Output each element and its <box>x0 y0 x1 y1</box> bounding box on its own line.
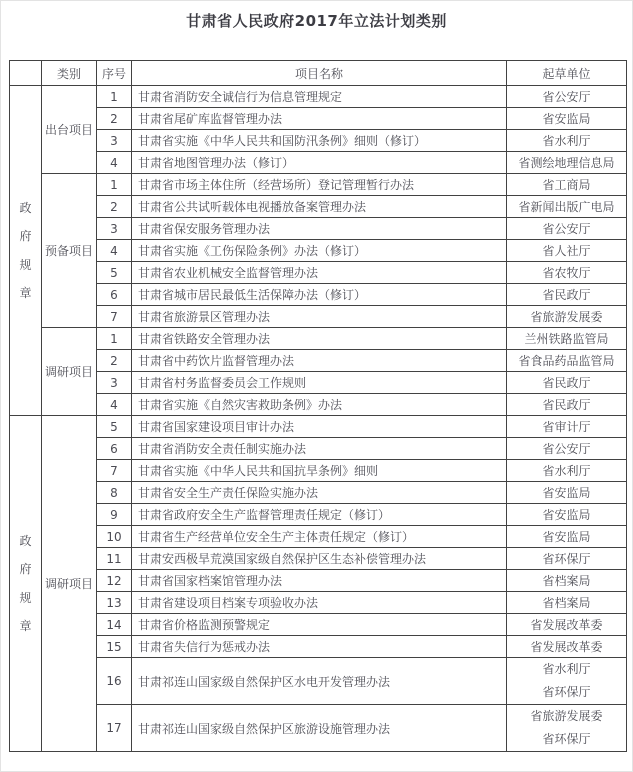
row-number-cell: 2 <box>97 108 132 130</box>
group-vertical-char: 政 <box>19 534 32 549</box>
agency-cell: 省新闻出版广电局 <box>507 196 627 218</box>
project-name-cell: 甘肃省建设项目档案专项验收办法 <box>132 592 507 614</box>
project-name-cell: 甘肃省失信行为惩戒办法 <box>132 636 507 658</box>
agency-line: 省水利厅 <box>542 662 591 677</box>
project-name-cell: 甘肃省尾矿库监督管理办法 <box>132 108 507 130</box>
table-row <box>10 152 627 174</box>
row-number-cell: 3 <box>97 218 132 240</box>
agency-cell: 省发展改革委 <box>507 636 627 658</box>
table-row <box>10 504 627 526</box>
group-vertical-char: 规 <box>19 590 32 605</box>
row-number-cell: 17 <box>97 705 132 752</box>
row-number-cell: 14 <box>97 614 132 636</box>
row-number-cell: 1 <box>97 328 132 350</box>
agency-cell: 省环保厅 <box>507 548 627 570</box>
project-name-cell: 甘肃省农业机械安全监督管理办法 <box>132 262 507 284</box>
table-row <box>10 438 627 460</box>
row-number-cell: 15 <box>97 636 132 658</box>
project-name-cell: 甘肃省公共试听载体电视播放备案管理办法 <box>132 196 507 218</box>
page-title: 甘肃省人民政府2017年立法计划类别 <box>186 12 447 30</box>
project-name-cell: 甘肃省生产经营单位安全生产主体责任规定（修订） <box>132 526 507 548</box>
row-number-cell: 1 <box>97 174 132 196</box>
table-row <box>10 592 627 614</box>
table-row <box>10 130 627 152</box>
agency-cell: 省农牧厅 <box>507 262 627 284</box>
agency-cell: 省旅游发展委 <box>507 306 627 328</box>
category-cell: 调研项目 <box>42 416 97 752</box>
legislation-plan-table <box>9 60 627 752</box>
header-agency: 起草单位 <box>507 61 627 86</box>
agency-cell: 省公安厅 <box>507 218 627 240</box>
row-number-cell: 13 <box>97 592 132 614</box>
table-row <box>10 240 627 262</box>
project-name-cell: 甘肃祁连山国家级自然保护区旅游设施管理办法 <box>132 705 507 752</box>
row-number-cell: 4 <box>97 240 132 262</box>
project-name-cell: 甘肃省地图管理办法（修订） <box>132 152 507 174</box>
row-number-cell: 2 <box>97 350 132 372</box>
agency-cell: 省人社厅 <box>507 240 627 262</box>
agency-cell: 省安监局 <box>507 482 627 504</box>
agency-cell <box>507 705 627 752</box>
agency-cell: 省民政厅 <box>507 394 627 416</box>
project-name-cell: 甘肃省实施《自然灾害救助条例》办法 <box>132 394 507 416</box>
table-row <box>10 658 627 705</box>
table-row <box>10 394 627 416</box>
agency-line: 省旅游发展委 <box>530 709 603 724</box>
row-number-cell: 8 <box>97 482 132 504</box>
group-vertical-char: 章 <box>19 618 32 633</box>
table-row <box>10 548 627 570</box>
row-number-cell: 7 <box>97 460 132 482</box>
category-cell: 预备项目 <box>42 174 97 328</box>
header-no: 序号 <box>97 61 132 86</box>
table-body <box>10 86 627 752</box>
agency-cell <box>507 658 627 705</box>
agency-cell: 省发展改革委 <box>507 614 627 636</box>
table-row <box>10 328 627 350</box>
project-name-cell: 甘肃安西极旱荒漠国家级自然保护区生态补偿管理办法 <box>132 548 507 570</box>
header-row <box>10 61 627 86</box>
agency-cell: 省公安厅 <box>507 438 627 460</box>
agency-cell: 省民政厅 <box>507 284 627 306</box>
project-name-cell: 甘肃省消防安全责任制实施办法 <box>132 438 507 460</box>
project-name-cell: 甘肃省保安服务管理办法 <box>132 218 507 240</box>
group-vertical-char: 章 <box>19 285 32 300</box>
category-cell: 调研项目 <box>42 328 97 416</box>
row-number-cell: 5 <box>97 416 132 438</box>
row-number-cell: 1 <box>97 86 132 108</box>
group-vertical-char: 规 <box>19 257 32 272</box>
project-name-cell: 甘肃省村务监督委员会工作规则 <box>132 372 507 394</box>
agency-cell: 省民政厅 <box>507 372 627 394</box>
row-number-cell: 9 <box>97 504 132 526</box>
table-row <box>10 262 627 284</box>
table-row <box>10 460 627 482</box>
table-row <box>10 705 627 752</box>
project-name-cell: 甘肃省政府安全生产监督管理责任规定（修订） <box>132 504 507 526</box>
category-cell: 出台项目 <box>42 86 97 174</box>
table-row <box>10 482 627 504</box>
project-name-cell: 甘肃省消防安全诚信行为信息管理规定 <box>132 86 507 108</box>
agency-cell: 省水利厅 <box>507 130 627 152</box>
table-row <box>10 614 627 636</box>
row-number-cell: 12 <box>97 570 132 592</box>
group-vertical-char: 府 <box>19 562 32 577</box>
project-name-cell: 甘肃省城市居民最低生活保障办法（修订） <box>132 284 507 306</box>
table-row <box>10 372 627 394</box>
project-name-cell: 甘肃省安全生产责任保险实施办法 <box>132 482 507 504</box>
table-row <box>10 196 627 218</box>
agency-cell: 省测绘地理信息局 <box>507 152 627 174</box>
row-number-cell: 4 <box>97 152 132 174</box>
table-row <box>10 306 627 328</box>
agency-cell: 兰州铁路监管局 <box>507 328 627 350</box>
agency-cell: 省安监局 <box>507 504 627 526</box>
header-category: 类别 <box>42 61 97 86</box>
group-cell <box>10 86 42 416</box>
row-number-cell: 10 <box>97 526 132 548</box>
project-name-cell: 甘肃祁连山国家级自然保护区水电开发管理办法 <box>132 658 507 705</box>
row-number-cell: 6 <box>97 284 132 306</box>
project-name-cell: 甘肃省旅游景区管理办法 <box>132 306 507 328</box>
agency-line: 省环保厅 <box>542 685 591 699</box>
project-name-cell: 甘肃省实施《工伤保险条例》办法（修订） <box>132 240 507 262</box>
table-row <box>10 218 627 240</box>
agency-cell: 省安监局 <box>507 108 627 130</box>
row-number-cell: 2 <box>97 196 132 218</box>
row-number-cell: 3 <box>97 372 132 394</box>
group-vertical-char: 政 <box>19 201 32 216</box>
agency-cell: 省食品药品监管局 <box>507 350 627 372</box>
row-number-cell: 7 <box>97 306 132 328</box>
agency-cell: 省档案局 <box>507 570 627 592</box>
project-name-cell: 甘肃省实施《中华人民共和国防汛条例》细则（修订） <box>132 130 507 152</box>
project-name-cell: 甘肃省市场主体住所（经营场所）登记管理暂行办法 <box>132 174 507 196</box>
agency-cell: 省审计厅 <box>507 416 627 438</box>
table-row <box>10 284 627 306</box>
row-number-cell: 16 <box>97 658 132 705</box>
group-cell <box>10 416 42 752</box>
table-row <box>10 174 627 196</box>
agency-cell: 省工商局 <box>507 174 627 196</box>
project-name-cell: 甘肃省铁路安全管理办法 <box>132 328 507 350</box>
project-name-cell: 甘肃省实施《中华人民共和国抗旱条例》细则 <box>132 460 507 482</box>
table-row <box>10 570 627 592</box>
agency-cell: 省水利厅 <box>507 460 627 482</box>
header-group <box>10 61 42 86</box>
group-vertical-char: 府 <box>19 229 32 244</box>
row-number-cell: 6 <box>97 438 132 460</box>
header-name: 项目名称 <box>132 61 507 86</box>
agency-cell: 省公安厅 <box>507 86 627 108</box>
project-name-cell: 甘肃省国家建设项目审计办法 <box>132 416 507 438</box>
project-name-cell: 甘肃省中药饮片监督管理办法 <box>132 350 507 372</box>
table-row <box>10 86 627 108</box>
table-row <box>10 636 627 658</box>
table-row <box>10 350 627 372</box>
row-number-cell: 3 <box>97 130 132 152</box>
project-name-cell: 甘肃省价格监测预警规定 <box>132 614 507 636</box>
row-number-cell: 11 <box>97 548 132 570</box>
agency-cell: 省安监局 <box>507 526 627 548</box>
row-number-cell: 5 <box>97 262 132 284</box>
table-row <box>10 108 627 130</box>
project-name-cell: 甘肃省国家档案馆管理办法 <box>132 570 507 592</box>
table-row <box>10 416 627 438</box>
agency-cell: 省档案局 <box>507 592 627 614</box>
table-row <box>10 526 627 548</box>
agency-line: 省环保厅 <box>542 732 591 746</box>
row-number-cell: 4 <box>97 394 132 416</box>
